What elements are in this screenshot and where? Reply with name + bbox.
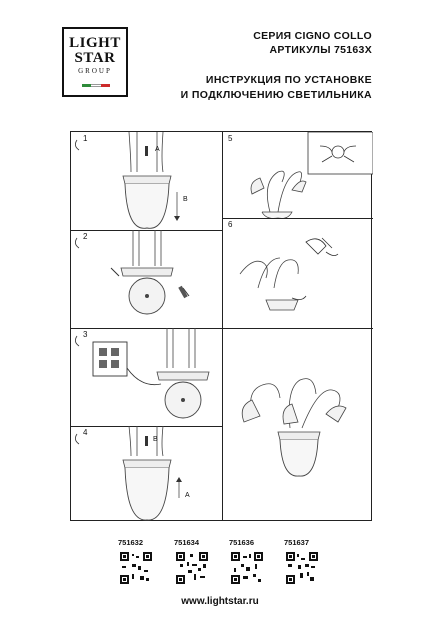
instruction-diagram-grid	[70, 131, 372, 521]
articles-title: АРТИКУЛЫ 75163X	[269, 44, 372, 56]
website-link[interactable]: www.lightstar.ru	[181, 596, 259, 607]
qr-code-icon[interactable]	[286, 552, 318, 584]
step-number: 3	[83, 330, 88, 339]
article-code: 751634	[174, 538, 200, 547]
step-number: 2	[83, 232, 88, 241]
step-3-panel	[71, 328, 222, 426]
step-5-panel	[222, 132, 373, 218]
instruction-title-line2: И ПОДКЛЮЧЕНИЮ СВЕТИЛЬНИКА	[180, 89, 372, 101]
step-number: 4	[83, 428, 88, 437]
logo-line-group: GROUP	[78, 67, 112, 75]
assembled-lamp-diagram	[222, 328, 373, 522]
assembled-lamp-panel	[222, 328, 373, 522]
step-number: 5	[228, 134, 233, 143]
qr-code-icon[interactable]	[120, 552, 152, 584]
arrow-label-b: B	[153, 436, 158, 443]
step-number: 6	[228, 220, 233, 229]
article-code: 751632	[118, 538, 144, 547]
step-4-diagram	[71, 426, 222, 522]
step-1-panel	[71, 132, 222, 230]
step-4-panel	[71, 426, 222, 522]
qr-code-icon[interactable]	[231, 552, 263, 584]
logo-line-light: LIGHT	[69, 35, 121, 51]
arrow-label-a: A	[155, 146, 160, 153]
step-2-panel	[71, 230, 222, 328]
arrow-label-b: B	[183, 196, 188, 203]
step-6-panel	[222, 218, 373, 328]
step-3-diagram	[71, 328, 222, 426]
arrow-label-a: A	[185, 492, 190, 499]
step-2-diagram	[71, 230, 222, 328]
logo-line-star: STAR	[74, 50, 116, 66]
step-6-diagram	[222, 218, 373, 328]
step-1-diagram	[71, 132, 222, 230]
step-5-diagram	[222, 132, 373, 218]
article-code: 751636	[229, 538, 255, 547]
qr-code-icon[interactable]	[176, 552, 208, 584]
article-code: 751637	[284, 538, 310, 547]
italian-flag-icon	[82, 84, 110, 87]
series-title: СЕРИЯ CIGNO COLLO	[253, 30, 372, 42]
step-number: 1	[83, 134, 88, 143]
lightstar-logo	[62, 27, 128, 97]
instruction-title-line1: ИНСТРУКЦИЯ ПО УСТАНОВКЕ	[205, 74, 372, 86]
